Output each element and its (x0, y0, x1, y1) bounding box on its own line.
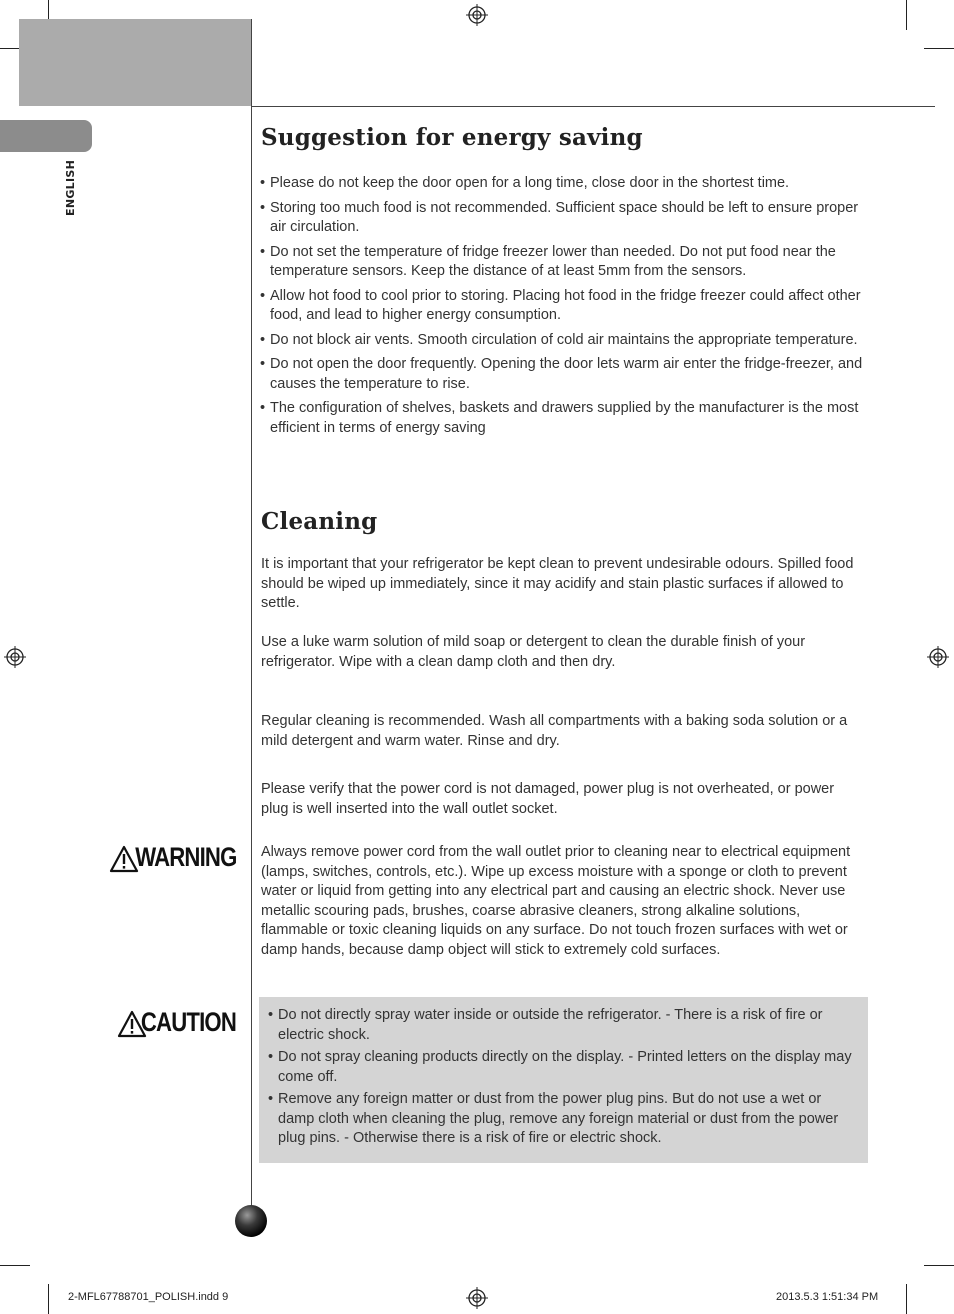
energy-saving-list (260, 174, 870, 443)
footer-filename: 2-MFL67788701_POLISH.indd 9 (68, 1291, 229, 1303)
warning-label: WARNING (134, 842, 236, 872)
header-block (19, 19, 251, 106)
registration-mark-icon (466, 1287, 488, 1309)
cleaning-paragraph: Please verify that the power cord is not damaged, power plug is not overheated, or power plug is well inserted into the wall outlet socket. (261, 781, 835, 817)
crop-mark (924, 48, 954, 49)
caution-list (268, 1006, 858, 1152)
list-item: • Do not open the door frequently. Opening the door lets warm air enter the fridge-freezer, and causes the temperature to rise. (260, 355, 870, 394)
cleaning-paragraph: Use a luke warm solution of mild soap or detergent to clean the durable finish of your refrigerator. Wipe with a clean damp cloth and then dry. (261, 634, 806, 670)
list-item: • Please do not keep the door open for a long time, close door in the shortest time. (260, 174, 870, 194)
registration-mark-icon (4, 646, 26, 668)
warning-text: Always remove power cord from the wall outlet prior to cleaning near to electrical equipment (lamps, switches, controls, etc.). Wipe up excess moisture with a sponge or cloth to prevent water or liquid from getting into any electrical part and causing an electric shock. Never use metallic scouring pads, brushes, coarse abrasive cleaners, strong alkaline solutions, flammable or toxic cleaning liquids on any surface. Do not touch frozen surfaces with wet or damp hands, because damp object will stick to extremely cold surfaces. (261, 844, 851, 958)
registration-mark-icon (927, 646, 949, 668)
list-item: • Do not directly spray water inside or outside the refrigerator. - There is a risk of fire or electric shock. (268, 1006, 858, 1045)
crop-mark (906, 1284, 907, 1314)
crop-mark (906, 0, 907, 30)
list-item: • Do not spray cleaning products directly on the display. - Printed letters on the display may come off. (268, 1048, 858, 1087)
page-dot-icon (235, 1205, 267, 1237)
cleaning-title: Cleaning (261, 508, 378, 535)
footer-timestamp: 2013.5.3 1:51:34 PM (776, 1291, 879, 1303)
language-tab (0, 120, 92, 152)
list-item: • Storing too much food is not recommended. Sufficient space should be left to ensure proper air circulation. (260, 199, 870, 238)
crop-mark (0, 1265, 30, 1266)
crop-mark (48, 1284, 49, 1314)
language-label: ENGLISH (64, 159, 77, 216)
margin-rule (251, 19, 252, 1219)
list-item: • Do not set the temperature of fridge freezer lower than needed. Do not put food near the temperature sensors. Keep the distance of at least 5mm from the sensors. (260, 243, 870, 282)
registration-mark-icon (466, 4, 488, 26)
caution-box (259, 997, 868, 1163)
caution-label: CAUTION (140, 1007, 236, 1037)
cleaning-paragraph: It is important that your refrigerator be kept clean to prevent undesirable odours. Spilled food should be wiped up immediately, since it may acidify and stain plastic surfaces if allowed to settle. (261, 556, 854, 612)
list-item: • Allow hot food to cool prior to storing. Placing hot food in the fridge freezer could affect other food, and lead to higher energy consumption. (260, 287, 870, 326)
list-item: • Do not block air vents. Smooth circulation of cold air maintains the appropriate temperature. (260, 331, 870, 351)
list-item: • Remove any foreign matter or dust from the power plug pins. But do not use a wet or damp cloth when cleaning the plug, remove any foreign material or dust from the power plug pins. - Otherwise there is a risk of fire or electric shock. (268, 1090, 858, 1149)
crop-mark (924, 1265, 954, 1266)
cleaning-paragraph: Regular cleaning is recommended. Wash all compartments with a baking soda solution or a mild detergent and warm water. Rinse and dry. (261, 713, 848, 749)
header-rule (251, 106, 935, 107)
list-item: • The configuration of shelves, baskets and drawers supplied by the manufacturer is the most efficient in terms of energy saving (260, 399, 870, 438)
energy-saving-title: Suggestion for energy saving (261, 124, 643, 151)
